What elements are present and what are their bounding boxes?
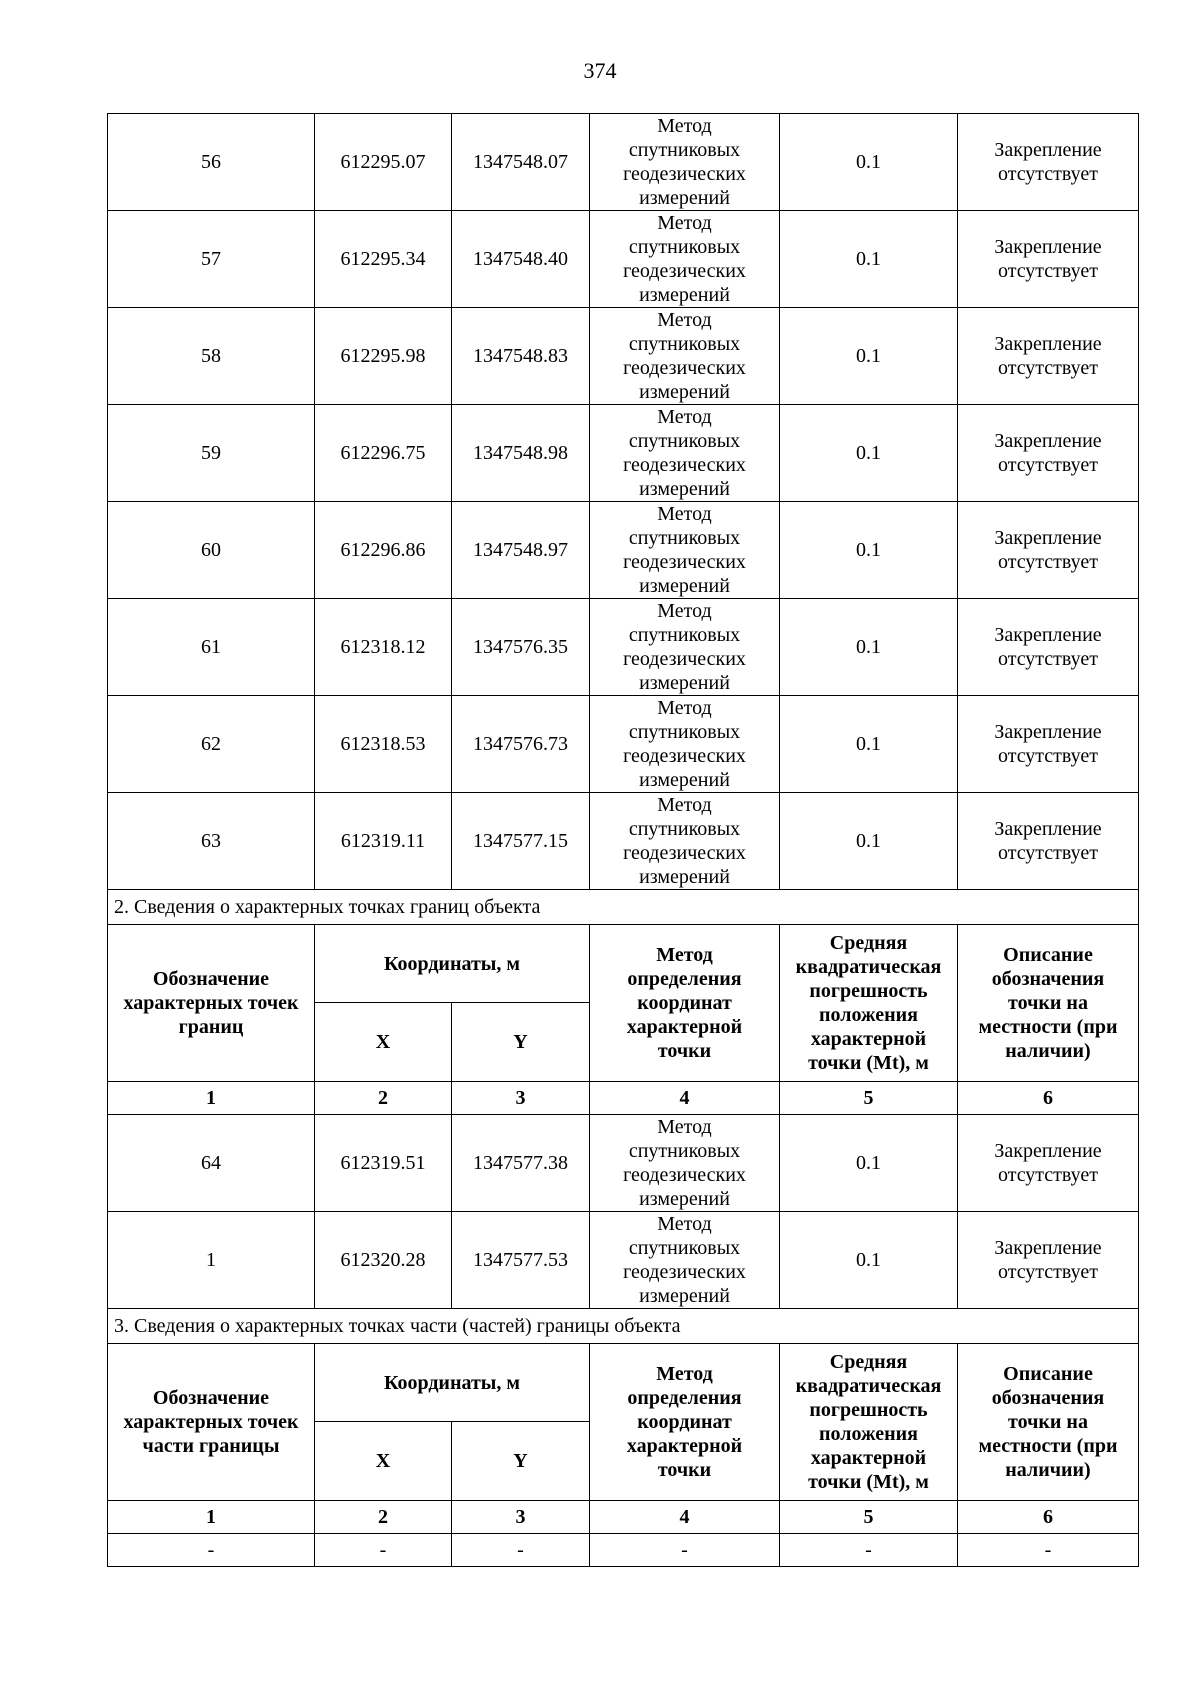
page-number: 374: [583, 58, 617, 83]
header-y: Y: [452, 1422, 590, 1501]
cell-coord-y: 1347577.53: [452, 1212, 590, 1309]
cell-point-id: 60: [108, 502, 315, 599]
cell-accuracy: 0.1: [780, 114, 958, 211]
table-row: [108, 1534, 1139, 1567]
column-number: 4: [590, 1501, 780, 1534]
cell-method: Метод спутниковых геодезических измерений: [590, 502, 780, 599]
section2-title: 2. Сведения о характерных точках границ объекта: [108, 890, 1139, 925]
cell-coord-y: -: [452, 1534, 590, 1567]
cell-coord-x: 612295.98: [315, 308, 452, 405]
cell-accuracy: 0.1: [780, 211, 958, 308]
cell-description: Закрепление отсутствует: [958, 114, 1139, 211]
cell-description: Закрепление отсутствует: [958, 502, 1139, 599]
cell-point-id: 62: [108, 696, 315, 793]
cell-coord-y: 1347576.73: [452, 696, 590, 793]
cell-method: Метод спутниковых геодезических измерений: [590, 793, 780, 890]
cell-method: -: [590, 1534, 780, 1567]
column-number: 5: [780, 1501, 958, 1534]
column-number: 3: [452, 1082, 590, 1115]
cell-point-id: 63: [108, 793, 315, 890]
cell-accuracy: 0.1: [780, 1115, 958, 1212]
cell-description: -: [958, 1534, 1139, 1567]
cell-method: Метод спутниковых геодезических измерений: [590, 405, 780, 502]
cell-coord-x: 612320.28: [315, 1212, 452, 1309]
cell-description: Закрепление отсутствует: [958, 793, 1139, 890]
cell-accuracy: 0.1: [780, 405, 958, 502]
cell-accuracy: 0.1: [780, 502, 958, 599]
table-row: [108, 1115, 1139, 1212]
cell-accuracy: -: [780, 1534, 958, 1567]
table-row: [108, 405, 1139, 502]
section3-rows: [108, 1534, 1139, 1567]
header-coordinates: Координаты, м: [315, 1344, 590, 1422]
header-accuracy: Средняя квадратическая погрешность положения характерной точки (Mt), м: [780, 1344, 958, 1501]
header-method: Метод определения координат характерной точки: [590, 925, 780, 1082]
table-row: [108, 308, 1139, 405]
column-number: 2: [315, 1082, 452, 1115]
cell-coord-x: 612318.53: [315, 696, 452, 793]
section3-title: 3. Сведения о характерных точках части (частей) границы объекта: [108, 1309, 1139, 1344]
cell-point-id: 64: [108, 1115, 315, 1212]
cell-coord-y: 1347548.98: [452, 405, 590, 502]
boundary-points-table: [107, 113, 1139, 1567]
header-designation: Обозначение характерных точек границ: [108, 925, 315, 1082]
cell-coord-y: 1347548.83: [452, 308, 590, 405]
cell-point-id: 1: [108, 1212, 315, 1309]
table-row: [108, 793, 1139, 890]
column-number: 1: [108, 1082, 315, 1115]
cell-point-id: 61: [108, 599, 315, 696]
cell-method: Метод спутниковых геодезических измерений: [590, 1115, 780, 1212]
section3: [108, 1309, 1139, 1534]
cell-description: Закрепление отсутствует: [958, 696, 1139, 793]
cell-method: Метод спутниковых геодезических измерений: [590, 211, 780, 308]
cell-description: Закрепление отсутствует: [958, 405, 1139, 502]
header-designation: Обозначение характерных точек части границы: [108, 1344, 315, 1501]
cell-coord-x: 612319.11: [315, 793, 452, 890]
column-number: 6: [958, 1501, 1139, 1534]
cell-description: Закрепление отсутствует: [958, 599, 1139, 696]
cell-description: Закрепление отсутствует: [958, 1115, 1139, 1212]
column-number: 5: [780, 1082, 958, 1115]
table-row: [108, 502, 1139, 599]
cell-description: Закрепление отсутствует: [958, 1212, 1139, 1309]
section1-rows: [108, 114, 1139, 890]
cell-description: Закрепление отсутствует: [958, 211, 1139, 308]
cell-description: Закрепление отсутствует: [958, 308, 1139, 405]
cell-point-id: -: [108, 1534, 315, 1567]
table-row: [108, 114, 1139, 211]
cell-method: Метод спутниковых геодезических измерений: [590, 1212, 780, 1309]
cell-coord-x: 612319.51: [315, 1115, 452, 1212]
header-description: Описание обозначения точки на местности (при наличии): [958, 1344, 1139, 1501]
cell-accuracy: 0.1: [780, 1212, 958, 1309]
cell-coord-y: 1347577.38: [452, 1115, 590, 1212]
cell-point-id: 56: [108, 114, 315, 211]
header-accuracy: Средняя квадратическая погрешность положения характерной точки (Mt), м: [780, 925, 958, 1082]
table-row: [108, 599, 1139, 696]
cell-coord-x: 612296.86: [315, 502, 452, 599]
cell-coord-y: 1347548.40: [452, 211, 590, 308]
cell-method: Метод спутниковых геодезических измерений: [590, 308, 780, 405]
header-coordinates: Координаты, м: [315, 925, 590, 1003]
column-number: 3: [452, 1501, 590, 1534]
cell-point-id: 59: [108, 405, 315, 502]
cell-method: Метод спутниковых геодезических измерений: [590, 599, 780, 696]
header-method: Метод определения координат характерной точки: [590, 1344, 780, 1501]
cell-method: Метод спутниковых геодезических измерений: [590, 114, 780, 211]
cell-point-id: 58: [108, 308, 315, 405]
cell-point-id: 57: [108, 211, 315, 308]
cell-accuracy: 0.1: [780, 696, 958, 793]
cell-coord-x: -: [315, 1534, 452, 1567]
section2-rows: [108, 1115, 1139, 1309]
cell-coord-y: 1347577.15: [452, 793, 590, 890]
cell-coord-x: 612296.75: [315, 405, 452, 502]
cell-accuracy: 0.1: [780, 308, 958, 405]
cell-coord-y: 1347548.07: [452, 114, 590, 211]
cell-coord-x: 612295.07: [315, 114, 452, 211]
cell-accuracy: 0.1: [780, 599, 958, 696]
column-number: 4: [590, 1082, 780, 1115]
table-row: [108, 211, 1139, 308]
column-number: 2: [315, 1501, 452, 1534]
cell-coord-x: 612318.12: [315, 599, 452, 696]
section2: [108, 890, 1139, 1115]
header-y: Y: [452, 1003, 590, 1082]
cell-accuracy: 0.1: [780, 793, 958, 890]
header-x: X: [315, 1422, 452, 1501]
table-row: [108, 1212, 1139, 1309]
cell-coord-x: 612295.34: [315, 211, 452, 308]
table-row: [108, 696, 1139, 793]
header-description: Описание обозначения точки на местности (при наличии): [958, 925, 1139, 1082]
cell-coord-y: 1347576.35: [452, 599, 590, 696]
column-number: 1: [108, 1501, 315, 1534]
column-number: 6: [958, 1082, 1139, 1115]
cell-coord-y: 1347548.97: [452, 502, 590, 599]
cell-method: Метод спутниковых геодезических измерений: [590, 696, 780, 793]
header-x: X: [315, 1003, 452, 1082]
